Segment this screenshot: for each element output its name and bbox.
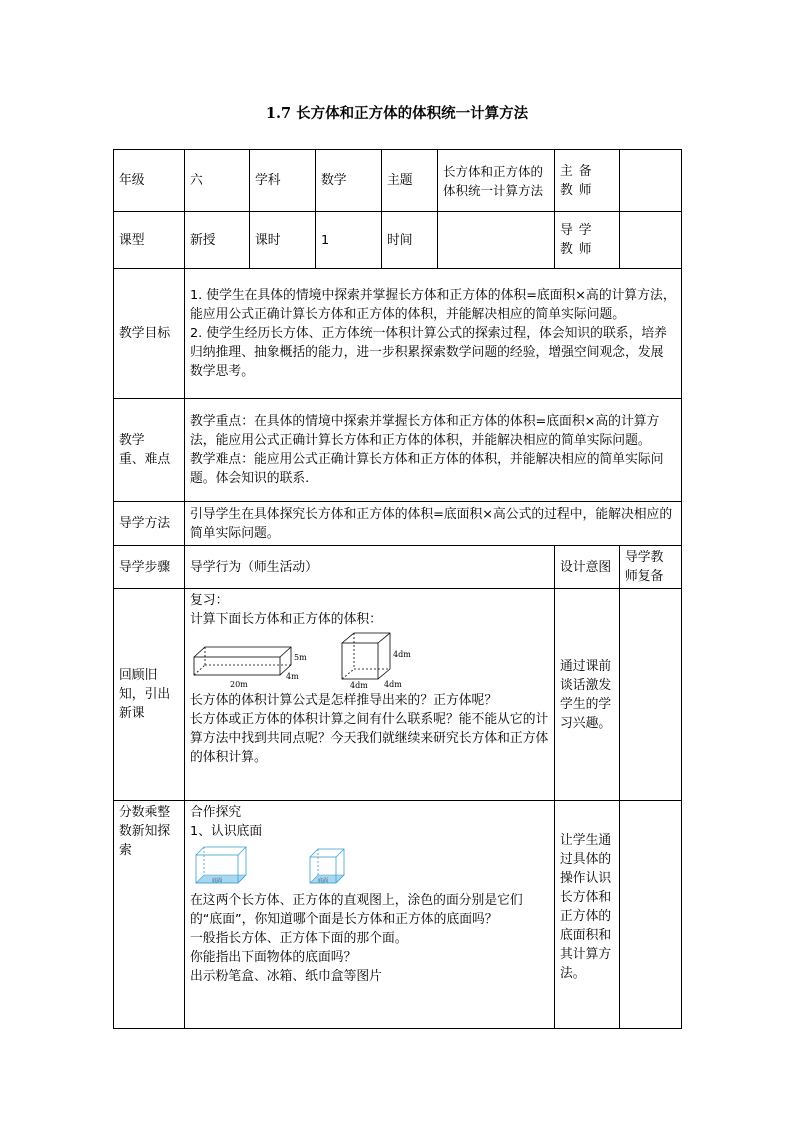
review-teacher-notes: [620, 589, 682, 801]
cuboid-width-label: 4m: [286, 672, 299, 681]
steps-header-col4: 导学教师复备: [620, 546, 682, 589]
steps-header-col2: 导学行为（师生活动）: [185, 546, 555, 589]
topic-value: 长方体和正方体的体积统一计算方法: [438, 150, 555, 212]
keypoints-content: [185, 399, 682, 502]
keypoints-row: [114, 399, 682, 502]
lesson-plan-table: [113, 149, 682, 1029]
explore-row: [114, 801, 682, 1029]
time-value: [438, 212, 555, 269]
main-teacher-label: 主备教师: [555, 150, 620, 212]
type-value: 新授: [185, 212, 250, 269]
time-label: 时间: [382, 212, 438, 269]
header-row-1: [114, 150, 682, 212]
topic-label: 主题: [382, 150, 438, 212]
keypoints-label: [114, 399, 185, 502]
header-row-2: [114, 212, 682, 269]
cuboid-length-label: 20m: [230, 680, 248, 689]
subject-value: 数学: [316, 150, 382, 212]
main-teacher-value: [620, 150, 682, 212]
explore-label: 分数乘整数新知探索: [114, 801, 185, 1029]
hours-value: 1: [316, 212, 382, 269]
explore-paragraph-2: 一般指长方体、正方体下面的那个面。: [190, 931, 408, 946]
explore-sub: 1、认识底面: [190, 824, 263, 839]
explore-teacher-notes: [620, 801, 682, 1029]
type-label: 课型: [114, 212, 185, 269]
cube-base-label: 底面: [318, 878, 329, 884]
guide-teacher-value: [620, 212, 682, 269]
cube-edge-a-label: 4dm: [350, 681, 368, 689]
steps-header-col3: 设计意图: [555, 546, 620, 589]
objectives-row: [114, 269, 682, 399]
objective-2: 2. 使学生经历长方体、正方体统一体积计算公式的探索过程，体会知识的联系，培养归纳推理、抽象概括的能力，进一步积累探索数学问题的经验，增强空间观念，发展数学思考。: [190, 326, 667, 379]
page-title: 1.7 长方体和正方体的体积统一计算方法: [265, 105, 529, 122]
review-label: 回顾旧知，引出新课: [114, 589, 185, 801]
subject-label: 学科: [250, 150, 316, 212]
difficult-point-text: 教学难点：能应用公式正确计算长方体和正方体的体积，并能解决相应的简单实际问题。体会知识的联系.: [190, 452, 664, 486]
guide-teacher-label: 导学教师: [555, 212, 620, 269]
review-intent: 通过课前谈话激发学生的学习兴趣。: [555, 589, 620, 801]
review-question-1: 长方体的体积计算公式是怎样推导出来的？正方体呢？: [190, 693, 498, 708]
cube-edge-b-label: 4dm: [384, 680, 402, 689]
explore-paragraph-3: 你能指出下面物体的底面吗？: [190, 950, 357, 965]
objectives-label: 教学目标: [114, 269, 185, 399]
objectives-content: [185, 269, 682, 399]
steps-header-col1: 导学步骤: [114, 546, 185, 589]
keypoints-label-line1: 教学: [119, 433, 145, 448]
cuboid-height-label: 5m: [294, 653, 307, 662]
review-heading: 复习：: [190, 593, 229, 608]
explore-content: [185, 801, 555, 1029]
steps-header-row: [114, 546, 682, 589]
grade-label: 年级: [114, 150, 185, 212]
hours-label: 课时: [250, 212, 316, 269]
method-text: 引导学生在具体探究长方体和正方体的体积=底面积×高公式的过程中，能解决相应的简单实际问题。: [185, 502, 682, 546]
keypoints-label-line2: 重、难点: [119, 452, 171, 467]
review-row: [114, 589, 682, 801]
explore-heading: 合作探究: [190, 805, 242, 820]
cube-edge-c-label: 4dm: [393, 650, 411, 659]
cuboid-base-label: 底面: [212, 878, 223, 884]
grade-value: 六: [185, 150, 250, 212]
objective-1: 1. 使学生在具体的情境中探索并掌握长方体和正方体的体积=底面积×高的计算方法，能应用公式正确计算长方体和正方体的体积，并能解决相应的简单实际问题。: [190, 288, 676, 322]
review-content: [185, 589, 555, 801]
explore-paragraph-1: 在这两个长方体、正方体的直观图上，涂色的面分别是它们的“底面”，你知道哪个面是长方体和正方体的底面吗？: [190, 893, 523, 927]
method-label: 导学方法: [114, 502, 185, 546]
explore-intent: 让学生通过具体的操作认识长方体和正方体的底面积和其计算方法。: [555, 801, 620, 1029]
solid-figures: [190, 631, 430, 689]
cube-figure: [342, 633, 390, 679]
key-point-text: 教学重点：在具体的情境中探索并掌握长方体和正方体的体积=底面积×高的计算方法，能应用公式正确计算长方体和正方体的体积，并能解决相应的简单实际问题。: [190, 414, 660, 448]
cuboid-figure: [194, 647, 291, 675]
review-instruction: 计算下面长方体和正方体的体积：: [190, 612, 382, 627]
review-question-2: 长方体或正方体的体积计算之间有什么联系呢？能不能从它的计算方法中找到共同点呢？今天我们就继续来研究长方体和正方体的体积计算。: [190, 712, 549, 765]
method-row: [114, 502, 682, 546]
explore-paragraph-4: 出示粉笔盒、冰箱、纸巾盒等图片: [190, 969, 382, 984]
base-figures: [190, 843, 430, 889]
